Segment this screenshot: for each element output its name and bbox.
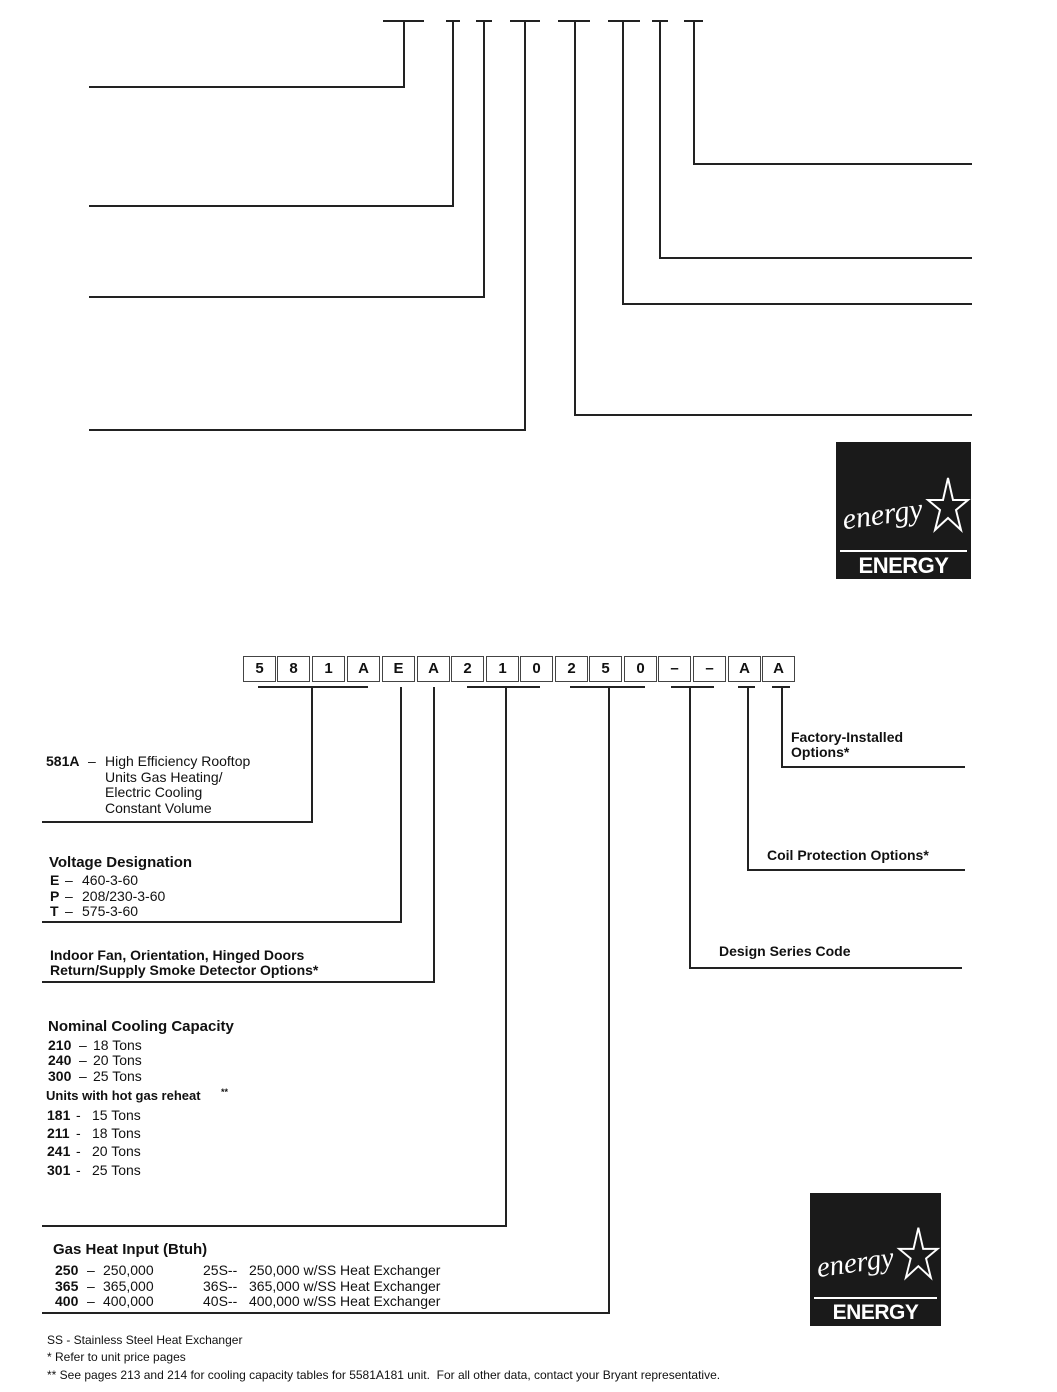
gas-value: 250,000 — [103, 1262, 154, 1278]
cooling-value: 18 Tons — [93, 1037, 142, 1053]
voltage-dash: – — [65, 888, 73, 904]
reheat-mark: ** — [221, 1087, 229, 1097]
gas-code: 365 — [55, 1278, 79, 1294]
svg-text:energy: energy — [840, 492, 925, 537]
indoor-fan-line: Return/Supply Smoke Detector Options* — [50, 962, 319, 978]
reheat-value: 18 Tons — [92, 1125, 141, 1141]
footnote: ** See pages 213 and 214 for cooling capacity tables for 5581A181 unit. For all other data, contact your Bryant representative. — [47, 1368, 721, 1382]
gas-ss-value: 365,000 w/SS Heat Exchanger — [249, 1278, 441, 1294]
cooling-value: 20 Tons — [93, 1052, 142, 1068]
cooling-code: 240 — [48, 1052, 72, 1068]
code-digit: 1 — [486, 656, 519, 682]
cooling-value: 25 Tons — [93, 1068, 142, 1084]
code-digit: 5 — [589, 656, 622, 682]
gas-code: 250 — [55, 1262, 79, 1278]
voltage-code: P — [50, 888, 60, 904]
cooling-code: 210 — [48, 1037, 72, 1053]
gas-code: 400 — [55, 1293, 79, 1309]
cooling-sep: – — [79, 1068, 87, 1084]
energy-star-mark-icon — [836, 442, 971, 550]
code-digit: A — [417, 656, 450, 682]
series-line: Electric Cooling — [105, 784, 203, 800]
reheat-sep: - — [76, 1107, 81, 1123]
reheat-sep: - — [76, 1162, 81, 1178]
series-line: High Efficiency Rooftop — [105, 753, 251, 769]
reheat-code: 211 — [47, 1125, 70, 1141]
energy-star-logo-top — [836, 442, 971, 605]
series-line: Units Gas Heating/ — [105, 769, 223, 785]
series-line: Constant Volume — [105, 800, 212, 816]
factory-options-line: Options* — [791, 744, 850, 760]
cooling-sep: – — [79, 1037, 87, 1053]
voltage-code: E — [50, 872, 60, 888]
code-digit: 5 — [243, 656, 276, 682]
reheat-code: 181 — [47, 1107, 71, 1123]
voltage-value: 208/230-3-60 — [82, 888, 166, 904]
series-dash: – — [88, 753, 96, 769]
footnote: * Refer to unit price pages — [47, 1350, 186, 1364]
code-digit: A — [347, 656, 380, 682]
series-code: 581A — [46, 753, 80, 769]
footnote: SS - Stainless Steel Heat Exchanger — [47, 1333, 243, 1347]
gas-sep: – — [87, 1293, 95, 1309]
gas-sep: – — [87, 1262, 95, 1278]
gas-value: 365,000 — [103, 1278, 154, 1294]
code-digit: – — [693, 656, 726, 682]
energy-star-mark-icon — [810, 1193, 941, 1297]
blank-diagram-lines — [89, 21, 972, 430]
energy-star-label: ENERGY STAR — [814, 1297, 937, 1326]
gas-ss-code: 25S-- — [203, 1262, 238, 1278]
factory-options-line: Factory-Installed — [791, 729, 904, 745]
reheat-value: 20 Tons — [92, 1143, 141, 1159]
voltage-value: 575-3-60 — [82, 903, 139, 919]
cooling-sep: – — [79, 1052, 87, 1068]
energy-star-label: ENERGY STAR — [840, 550, 967, 579]
code-digit: – — [658, 656, 691, 682]
reheat-code: 241 — [47, 1143, 71, 1159]
reheat-value: 25 Tons — [92, 1162, 141, 1178]
code-digit: 2 — [555, 656, 588, 682]
energy-star-logo-bottom — [810, 1193, 941, 1351]
reheat-code: 301 — [47, 1162, 71, 1178]
gas-ss-code: 40S-- — [203, 1293, 238, 1309]
voltage-title: Voltage Designation — [49, 854, 193, 871]
voltage-code: T — [50, 903, 59, 919]
code-digit: 0 — [520, 656, 553, 682]
reheat-title: Units with hot gas reheat — [46, 1088, 201, 1103]
code-digit: 2 — [451, 656, 484, 682]
gas-ss-value: 250,000 w/SS Heat Exchanger — [249, 1262, 441, 1278]
design-series-label: Design Series Code — [719, 943, 851, 959]
svg-text:energy: energy — [814, 1241, 896, 1285]
code-digit: 0 — [624, 656, 657, 682]
cooling-code: 300 — [48, 1068, 72, 1084]
coil-protection-label: Coil Protection Options* — [767, 847, 929, 863]
voltage-dash: – — [65, 903, 73, 919]
reheat-sep: - — [76, 1143, 81, 1159]
gas-value: 400,000 — [103, 1293, 154, 1309]
code-digit: 1 — [312, 656, 345, 682]
voltage-dash: – — [65, 872, 73, 888]
code-digit: 8 — [277, 656, 310, 682]
reheat-value: 15 Tons — [92, 1107, 141, 1123]
voltage-value: 460-3-60 — [82, 872, 139, 888]
gas-heat-title: Gas Heat Input (Btuh) — [53, 1241, 208, 1258]
code-digit: E — [382, 656, 415, 682]
gas-ss-value: 400,000 w/SS Heat Exchanger — [249, 1293, 441, 1309]
cooling-title: Nominal Cooling Capacity — [48, 1018, 234, 1035]
code-digit: A — [728, 656, 761, 682]
reheat-sep: - — [76, 1125, 81, 1141]
indoor-fan-line: Indoor Fan, Orientation, Hinged Doors — [50, 947, 305, 963]
gas-ss-code: 36S-- — [203, 1278, 238, 1294]
gas-sep: – — [87, 1278, 95, 1294]
code-digit: A — [762, 656, 795, 682]
